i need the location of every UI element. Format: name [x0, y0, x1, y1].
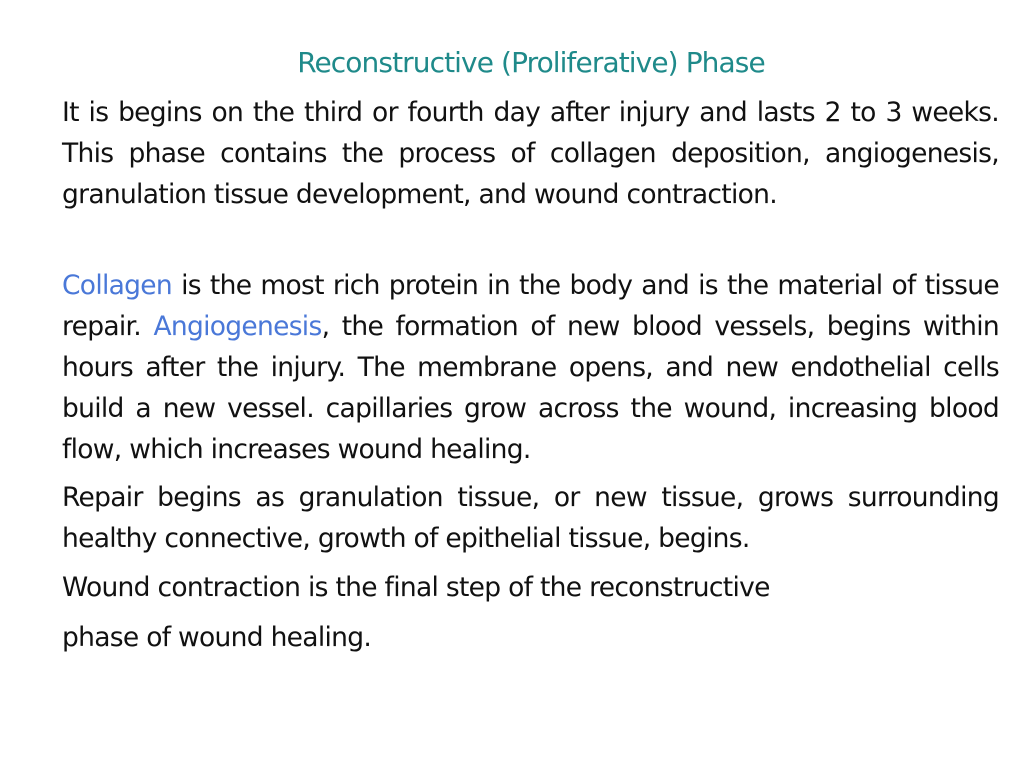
paragraph-wound-healing: phase of wound healing.	[62, 622, 372, 653]
paragraph-collagen-angiogenesis	[62, 265, 999, 470]
keyword-angiogenesis: Angiogenesis	[153, 311, 322, 342]
paragraph-phase-timing: It is begins on the third or fourth day after injury and lasts 2 to 3 weeks. This phase contains the process of collagen deposition, angiogenesis, granulation tissue development, and wound contraction.	[62, 97, 999, 210]
collagen-text: is the most rich protein in the body and is the material of tissue repair.	[62, 270, 999, 342]
paragraph-wound-contraction: Wound contraction is the final step of the reconstructive	[62, 572, 770, 603]
angiogenesis-text: , the formation of new blood vessels, begins within hours after the injury. The membrane opens, and new endothelial cells build a new vessel. capillaries grow across the wound, increasing blood flow, which increases wound healing.	[62, 311, 1000, 465]
keyword-collagen: Collagen	[62, 270, 173, 301]
slide-title: Reconstructive (Proliferative) Phase	[297, 46, 765, 79]
paragraph-repair: Repair begins as granulation tissue, or new tissue, grows surrounding healthy connective, growth of epithelial tissue, begins.	[62, 482, 999, 554]
